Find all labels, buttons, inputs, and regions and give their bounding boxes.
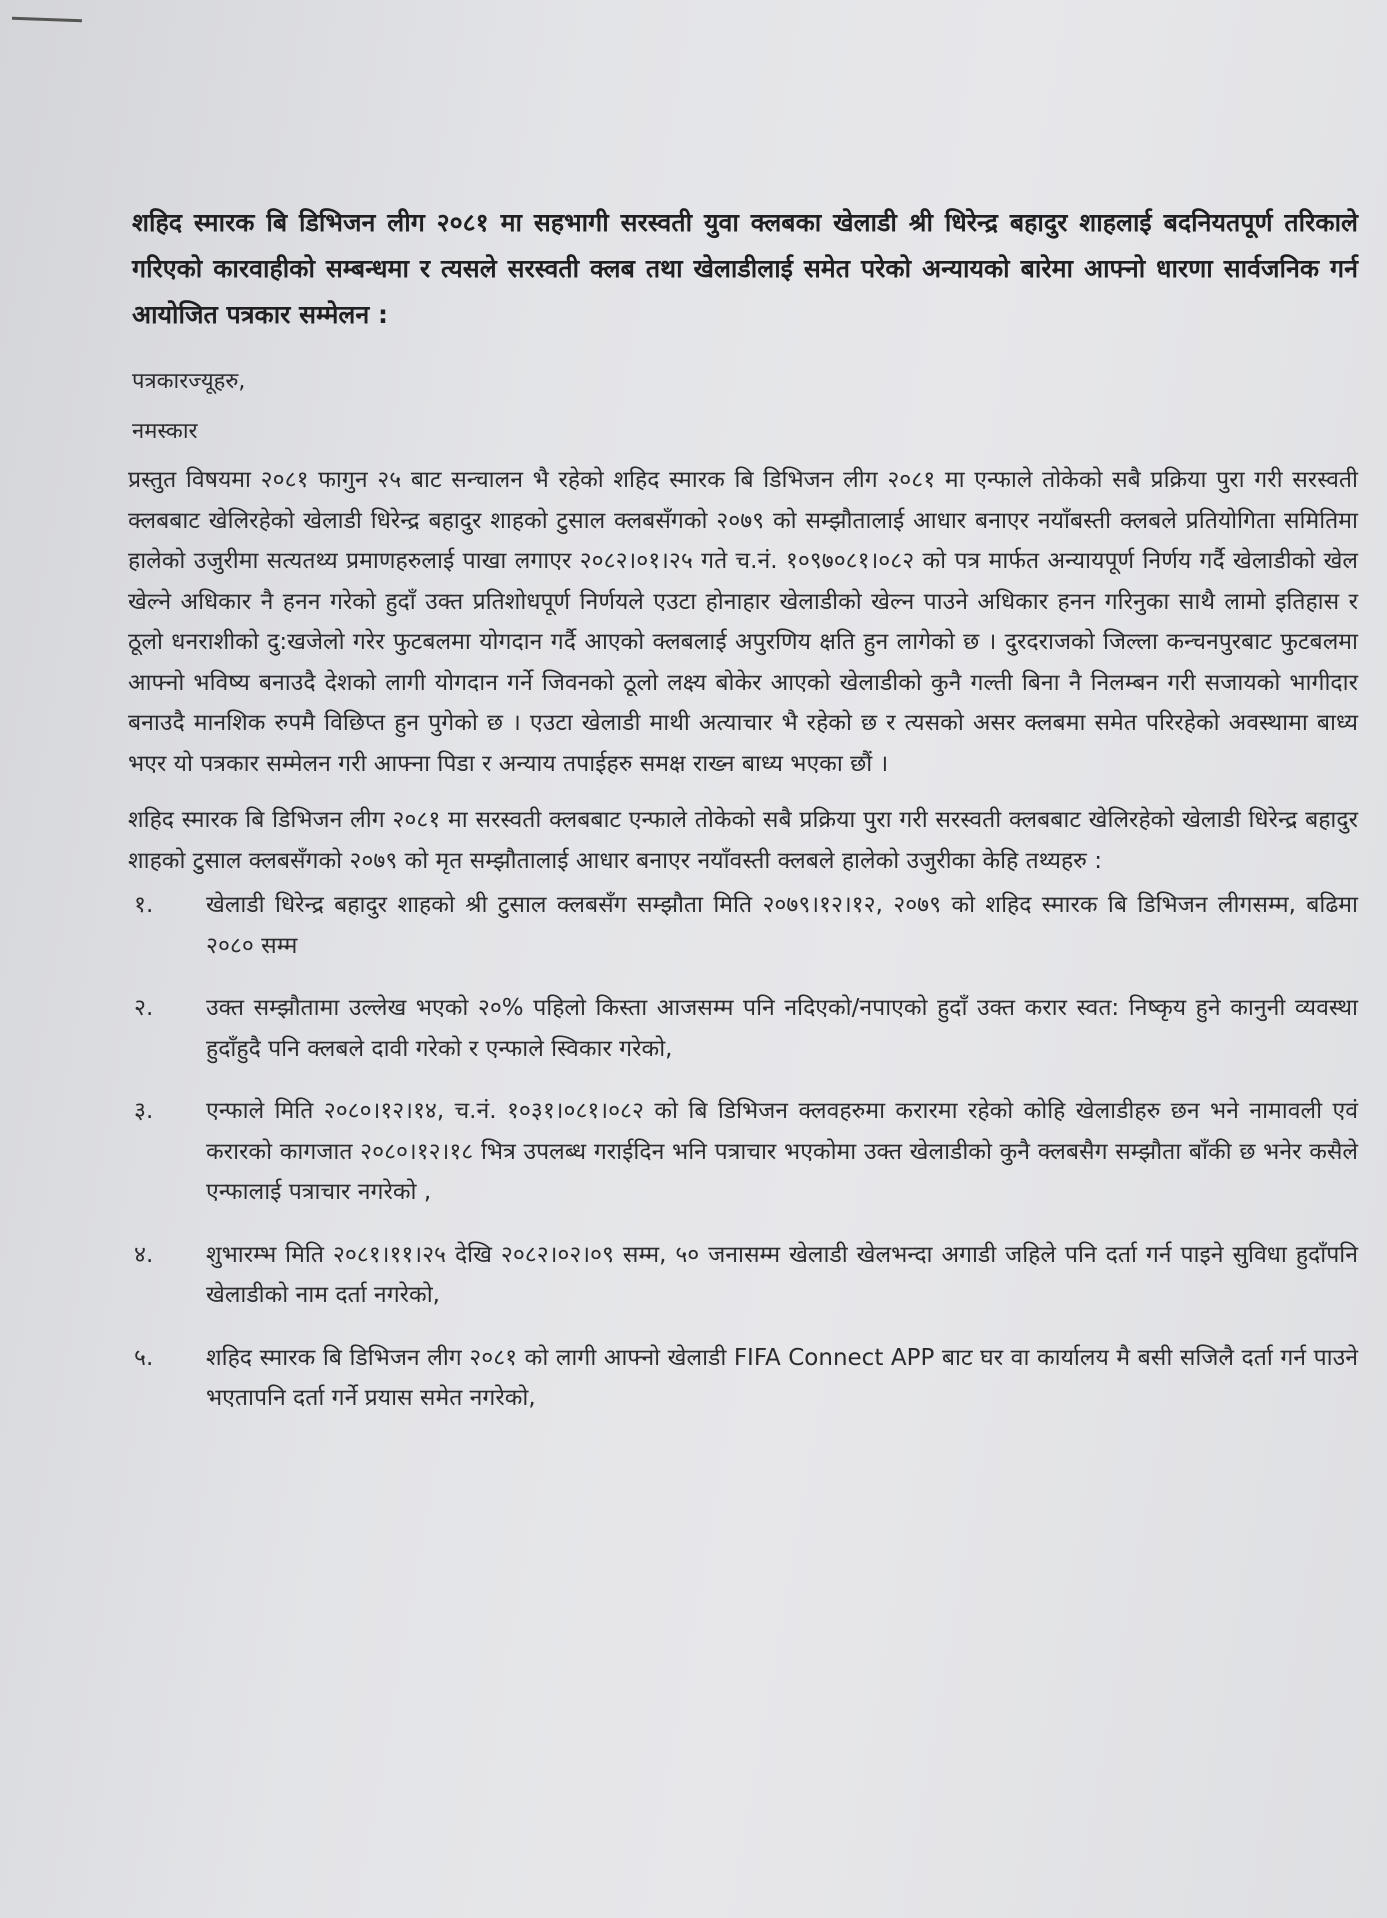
list-item-number: ४.	[134, 1241, 154, 1268]
list-item-number: ५.	[134, 1344, 154, 1371]
pen-mark	[12, 17, 82, 22]
paragraph-intro: प्रस्तुत विषयमा २०८१ फागुन २५ बाट सन्चालन भै रहेको शहिद स्मारक बि डिभिजन लीग २०८१ मा एन्फाले तोकेको सबै प्रक्रिया पुरा गरी सरस्वती क्लबबाट खेलिरहेको खेलाडी धिरेन्द्र बहादुर शाहको टुसाल क्लबसँगको २०७९ को सम्झौतालाई आधार बनाएर नयाँबस्ती क्लबले प्रतियोगिता समितिमा हालेको उजुरीमा सत्यतथ्य प्रमाणहरुलाई पाखा लगाएर २०८२।०१।२५ गते च.नं. १०९७०८१।०८२ को पत्र मार्फत अन्यायपूर्ण निर्णय गर्दै खेलाडीको खेल खेल्ने अधिकार नै हनन गरेको हुदाँ उक्त प्रतिशोधपूर्ण निर्णयले एउटा होनाहार खेलाडीको खेल्न पाउने अधिकार हनन गरिनुका साथै लामो इतिहास र ठूलो धनराशीको दु:खजेलो गरेर फुटबलमा योगदान गर्दै आएको क्लबलाई अपुरणिय क्षति हुन लागेको छ । दुरदराजको जिल्ला कन्चनपुरबाट फुटबलमा आफ्नो भविष्य बनाउदै देशको लागी योगदान गर्ने जिवनको ठूलो लक्ष्य बोकेर आएको खेलाडीको कुनै गल्ती बिना नै निलम्बन गरी सजायको भागीदार बनाउदै मानशिक रुपमै विछिप्त हुन पुगेको छ । एउटा खेलाडी माथी अत्याचार भै रहेको छ र त्यसको असर क्लबमा समेत परिरहेको अवस्थामा बाध्य भएर यो पत्रकार सम्मेलन गरी आफ्ना पिडा र अन्याय तपाईहरु समक्ष राख्न बाध्य भएका छौं ।	[128, 467, 1358, 777]
list-item	[128, 885, 1358, 966]
list-item-number: २.	[134, 995, 154, 1021]
list-item-text: एन्फाले मिति २०८०।१२।१४, च.नं. १०३१।०८१।०८२ को बि डिभिजन क्लवहरुमा करारमा रहेको कोहि खेलाडीहरु छन भने नामावली एवं करारको कागजात २०८०।१२।१८ भित्र उपलब्ध गराईदिन भनि पत्राचार भएकोमा उक्त खेलाडीको कुनै क्लबसैग सम्झौता बाँकी छ भनेर कसैले एन्फालाई पत्राचार नगरेको ,	[206, 1098, 1358, 1205]
list-item-text: शहिद स्मारक बि डिभिजन लीग २०८१ को लागी आफ्नो खेलाडी FIFA Connect APP बाट घर वा कार्यालय मै बसी सजिलै दर्ता गर्न पाउने भएतापनि दर्ता गर्ने प्रयास समेत नगरेको,	[206, 1344, 1358, 1411]
document-body	[128, 200, 1358, 1441]
list-item-text: शुभारम्भ मिति २०८१।११।२५ देखि २०८२।०२।०९ सम्म, ५० जनासम्म खेलाडी खेलभन्दा अगाडी जहिले पनि दर्ता गर्न पाइने सुविधा हुदाँपनि खेलाडीको नाम दर्ता नगरेको,	[206, 1241, 1358, 1308]
list-item-number: ३.	[134, 1098, 154, 1124]
greeting: नमस्कार	[132, 419, 198, 444]
document-title: शहिद स्मारक बि डिभिजन लीग २०८१ मा सहभागी सरस्वती युवा क्लबका खेलाडी श्री धिरेन्द्र बहादुर शाहलाई बदनियतपूर्ण तरिकाले गरिएको कारवाहीको सम्बन्धमा र त्यसले सरस्वती क्लब तथा खेलाडीलाई समेत परेको अन्यायको बारेमा आफ्नो धारणा सार्वजनिक गर्न आयोजित पत्रकार सम्मेलन :	[132, 208, 1358, 329]
list-item	[128, 1338, 1358, 1419]
list-item-number: १.	[134, 892, 154, 918]
list-item	[128, 988, 1358, 1069]
list-item	[128, 1235, 1358, 1316]
facts-list	[128, 885, 1358, 1419]
list-item	[128, 1091, 1358, 1213]
list-item-text: उक्त सम्झौतामा उल्लेख भएको २०% पहिलो किस्ता आजसम्म पनि नदिएको/नपाएको हुदाँ उक्त करार स्वत: निष्कृय हुने कानुनी व्यवस्था हुदाँहुदै पनि क्लबले दावी गरेको र एन्फाले स्विकार गरेको,	[206, 995, 1358, 1062]
list-item-text: खेलाडी धिरेन्द्र बहादुर शाहको श्री टुसाल क्लबसँग सम्झौता मिति २०७९।१२।१२, २०७९ को शहिद स्मारक बि डिभिजन लीगसम्म, बढिमा २०८० सम्म	[206, 892, 1358, 959]
salutation: पत्रकारज्यूहरु,	[132, 369, 246, 394]
paragraph-facts-intro: शहिद स्मारक बि डिभिजन लीग २०८१ मा सरस्वती क्लबबाट एन्फाले तोकेको सबै प्रक्रिया पुरा गरी सरस्वती क्लबबाट खेलिरहेको खेलाडी धिरेन्द्र बहादुर शाहको टुसाल क्लबसँगको २०७९ को मृत सम्झौतालाई आधार बनाएर नयाँवस्ती क्लबले हालेको उजुरीका केहि तथ्यहरु :	[128, 807, 1358, 874]
